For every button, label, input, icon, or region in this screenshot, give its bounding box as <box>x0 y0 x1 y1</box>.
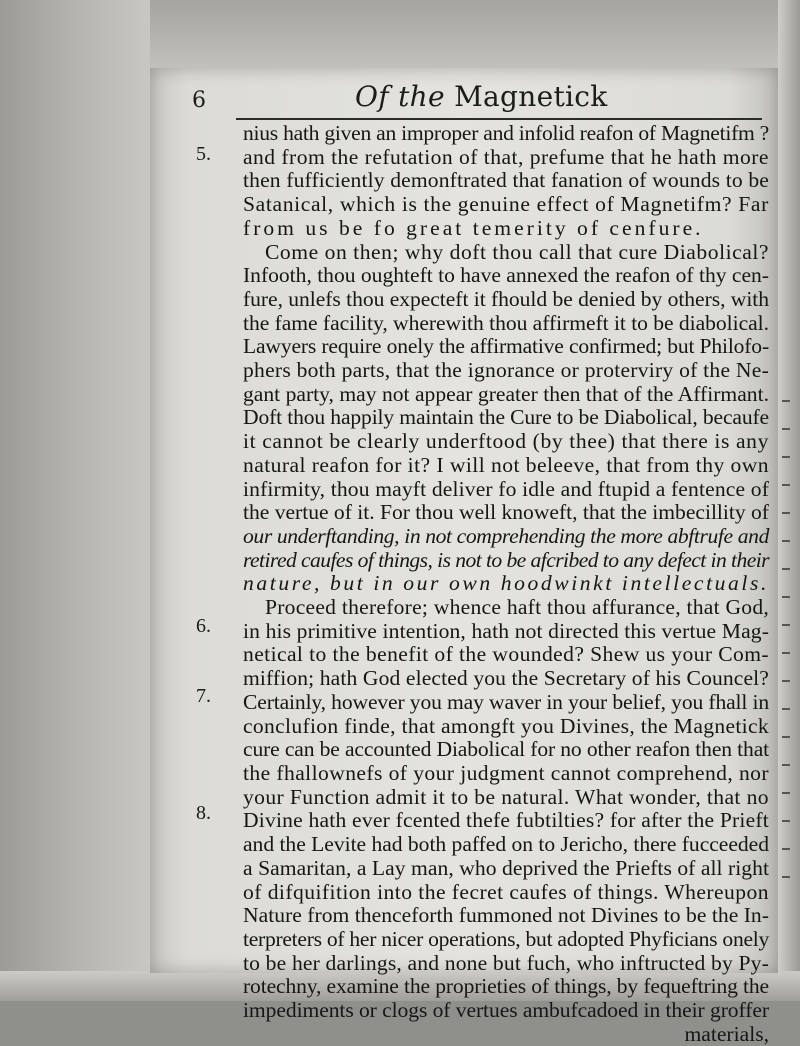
text-line: then fufficiently demonftrated that fanation of wounds to be <box>243 168 769 193</box>
edge-mark <box>782 540 790 542</box>
text-line: Infooth, thou oughteft to have annexed the reafon of thy cen- <box>243 263 769 288</box>
text-line: gant party, may not appear greater then that of the Affirmant. <box>243 381 769 406</box>
text-line: conclufion finde, that amongft you Divines, the Magnetick <box>243 713 769 738</box>
text-line: infirmity, thou mayft deliver fo idle and ftupid a fentence of <box>243 476 770 501</box>
text-line: Certainly, however you may waver in your belief, you fhall in <box>243 689 770 714</box>
edge-mark <box>782 708 790 710</box>
edge-mark <box>782 484 790 486</box>
text-line: Satanical, which is the genuine effect of Magnetifm? Far <box>243 192 769 217</box>
margin-number-8: 8. <box>196 802 211 824</box>
text-line: Nature from thenceforth fummoned not Divines to be the In- <box>243 903 769 928</box>
text-line: to be her darlings, and none but fuch, who inftructed by Py- <box>243 950 769 975</box>
text-line: cure can be accounted Diabolical for no other reafon then that <box>243 737 769 762</box>
catchword: materials, <box>684 1021 769 1046</box>
margin-number-6: 6. <box>196 615 211 637</box>
text-line: in his primitive intention, hath not directed this vertue Mag- <box>243 618 770 643</box>
text-line: Proceed therefore; whence haft thou affurance, that God, <box>265 595 770 620</box>
text-line: our underftanding, in not comprehending the more abftrufe and <box>243 523 769 548</box>
adjacent-page-edge <box>782 400 798 920</box>
edge-mark <box>782 512 790 514</box>
edge-mark <box>782 624 790 626</box>
text-line: your Function admit it to be natural. What wonder, that no <box>243 784 769 809</box>
scan-left-border <box>0 0 150 1001</box>
text-line: miffion; hath God elected you the Secretary of his Councel? <box>243 666 769 691</box>
edge-mark <box>782 456 790 458</box>
text-line: Lawyers require onely the affirmative confirmed; but Philofo- <box>243 334 769 359</box>
margin-number-7: 7. <box>196 685 211 707</box>
margin-number-5: 5. <box>196 143 211 165</box>
text-line: Come on then; why doft thou call that cure Diabolical? <box>265 239 769 264</box>
text-line: natural reafon for it? I will not beleeve, that from thy own <box>243 452 770 477</box>
text-line: fure, unlefs thou expecteft it fhould be denied by others, with <box>243 286 770 311</box>
text-line: of difquifition into the fecret caufes of things. Whereupon <box>243 879 769 904</box>
text-line: netical to the benefit of the wounded? Shew us your Com- <box>243 642 770 667</box>
edge-mark <box>782 820 790 822</box>
text-line: phers both parts, that the ignorance or proterviry of the Ne- <box>243 358 769 383</box>
text-line: retired caufes of things, is not to be afcribed to any defect in their <box>243 547 769 572</box>
edge-mark <box>782 568 790 570</box>
text-line: it cannot be clearly underftood (by thee) that there is any <box>243 429 769 454</box>
edge-mark <box>782 848 790 850</box>
edge-mark <box>782 400 790 402</box>
header-rule <box>236 118 762 120</box>
running-head-prefix: Of the <box>355 80 445 113</box>
text-line: terpreters of her nicer operations, but adopted Phyficians onely <box>243 926 770 951</box>
text-line: from us be fo great temerity of cenfure. <box>243 215 704 240</box>
text-line: a Samaritan, a Lay man, who deprived the Priefts of all right <box>243 855 769 880</box>
text-line: Doft thou happily maintain the Cure to be Diabolical, becaufe <box>243 405 769 430</box>
text-line: the vertue of it. For thou well knoweft, that the imbecillity of <box>243 500 769 525</box>
edge-mark <box>782 876 790 878</box>
text-line: the fhallownefs of your judgment cannot comprehend, nor <box>243 760 769 785</box>
body-text <box>243 122 769 1046</box>
edge-mark <box>782 736 790 738</box>
text-line: nature, but in our own hoodwinkt intellectuals. <box>243 571 769 596</box>
edge-mark <box>782 428 790 430</box>
text-line: rotechny, examine the proprieties of things, by fequeftring the <box>243 974 769 999</box>
text-line: and the Levite had both paffed on to Jericho, there fucceeded <box>243 832 769 857</box>
edge-mark <box>782 680 790 682</box>
running-head-title: Magnetick <box>454 80 608 113</box>
page-number: 6 <box>192 88 206 113</box>
running-head <box>355 80 608 113</box>
edge-mark <box>782 764 790 766</box>
text-line: nius hath given an improper and infolid reafon of Magnetifm ? <box>243 121 769 145</box>
text-line: impediments or clogs of vertues ambufcadoed in their groffer <box>243 998 769 1023</box>
edge-mark <box>782 792 790 794</box>
edge-mark <box>782 596 790 598</box>
text-line: Divine hath ever fcented thefe fubtilties? for after the Prieft <box>243 808 769 833</box>
edge-mark <box>782 652 790 654</box>
text-line: the fame facility, wherewith thou affirmeft it to be diabolical. <box>243 310 769 335</box>
text-line: and from the refutation of that, prefume that he hath more <box>243 144 769 169</box>
